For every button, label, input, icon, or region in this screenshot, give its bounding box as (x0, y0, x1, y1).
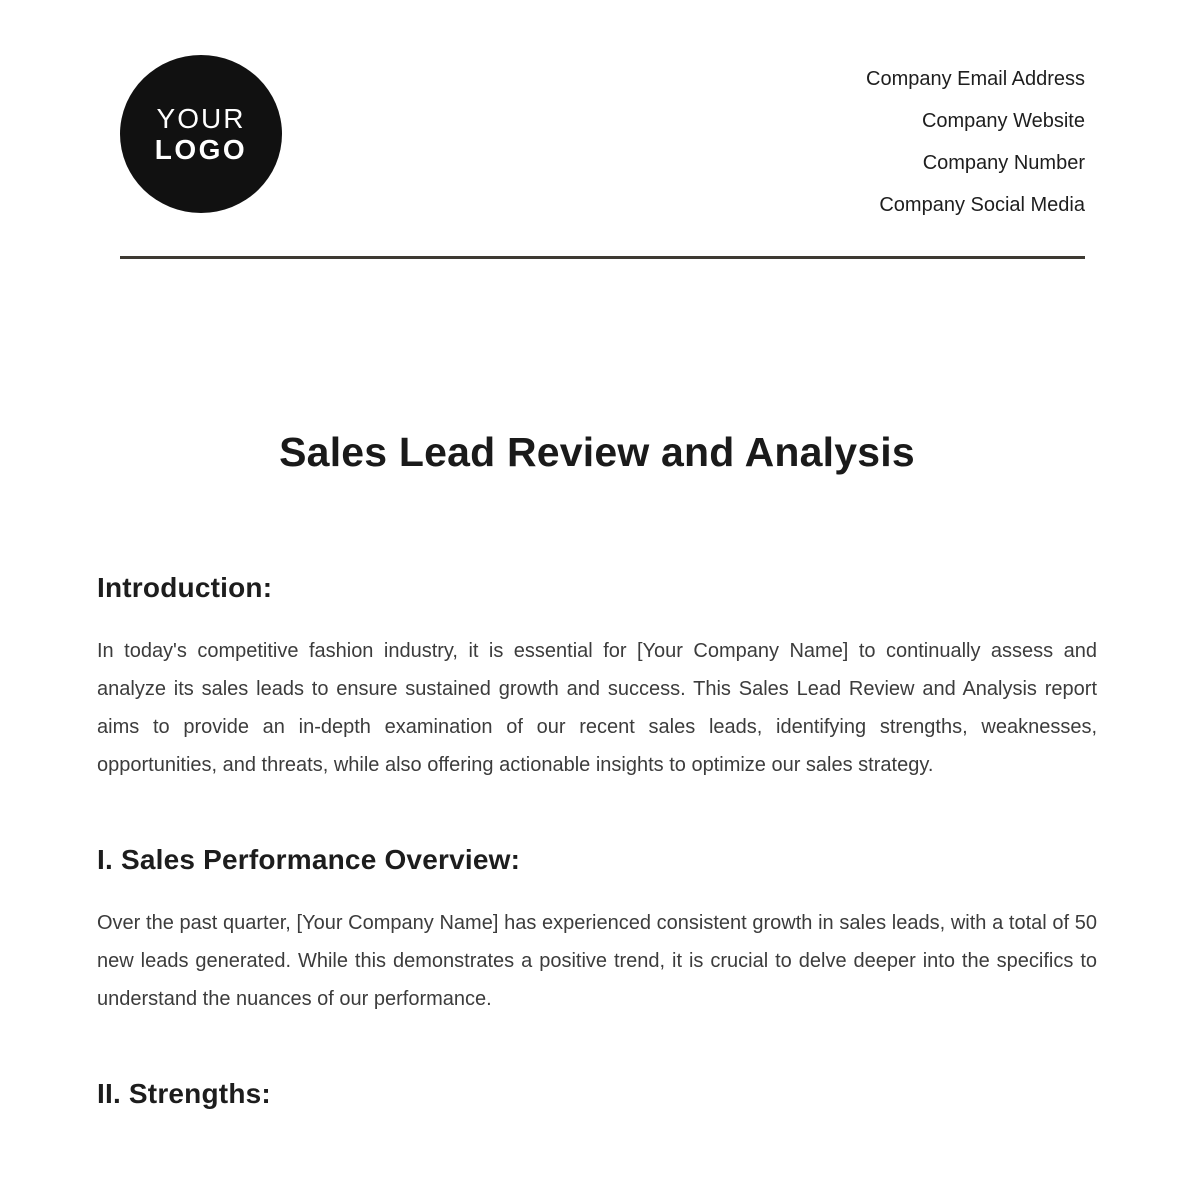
company-social-media: Company Social Media (879, 194, 1085, 216)
section-strengths (97, 1078, 1097, 1110)
section-sales-performance-overview (97, 844, 1097, 1018)
section-introduction (97, 572, 1097, 784)
section-heading-sales-performance-overview: I. Sales Performance Overview: (97, 844, 521, 875)
header-divider (120, 256, 1085, 259)
company-contact-info (866, 55, 1085, 226)
section-body-sales-performance-overview: Over the past quarter, [Your Company Name] has experienced consistent growth in sales leads, with a total of 50 new leads generated. While this demonstrates a positive trend, it is crucial to delve deeper into the specifics to understand the nuances of our performance. (97, 912, 1097, 1010)
company-number: Company Number (922, 152, 1085, 174)
document-content (0, 429, 1200, 1110)
section-heading-introduction: Introduction: (97, 572, 273, 603)
company-email-address: Company Email Address (866, 68, 1085, 90)
company-logo (120, 55, 282, 213)
section-heading-strengths: II. Strengths: (97, 1078, 271, 1109)
section-body-introduction: In today's competitive fashion industry, it is essential for [Your Company Name] to continually assess and analyze its sales leads to ensure sustained growth and success. This Sales Lead Review and Analysis report aims to provide an in-depth examination of our recent sales leads, identifying strengths, weaknesses, opportunities, and threats, while also offering actionable insights to optimize our sales strategy. (97, 640, 1097, 776)
company-website: Company Website (921, 110, 1085, 132)
logo-text-logo: LOGO (154, 134, 248, 165)
document-title: Sales Lead Review and Analysis (279, 429, 915, 475)
document-header (0, 0, 1200, 226)
logo-text-your: YOUR (156, 102, 246, 134)
